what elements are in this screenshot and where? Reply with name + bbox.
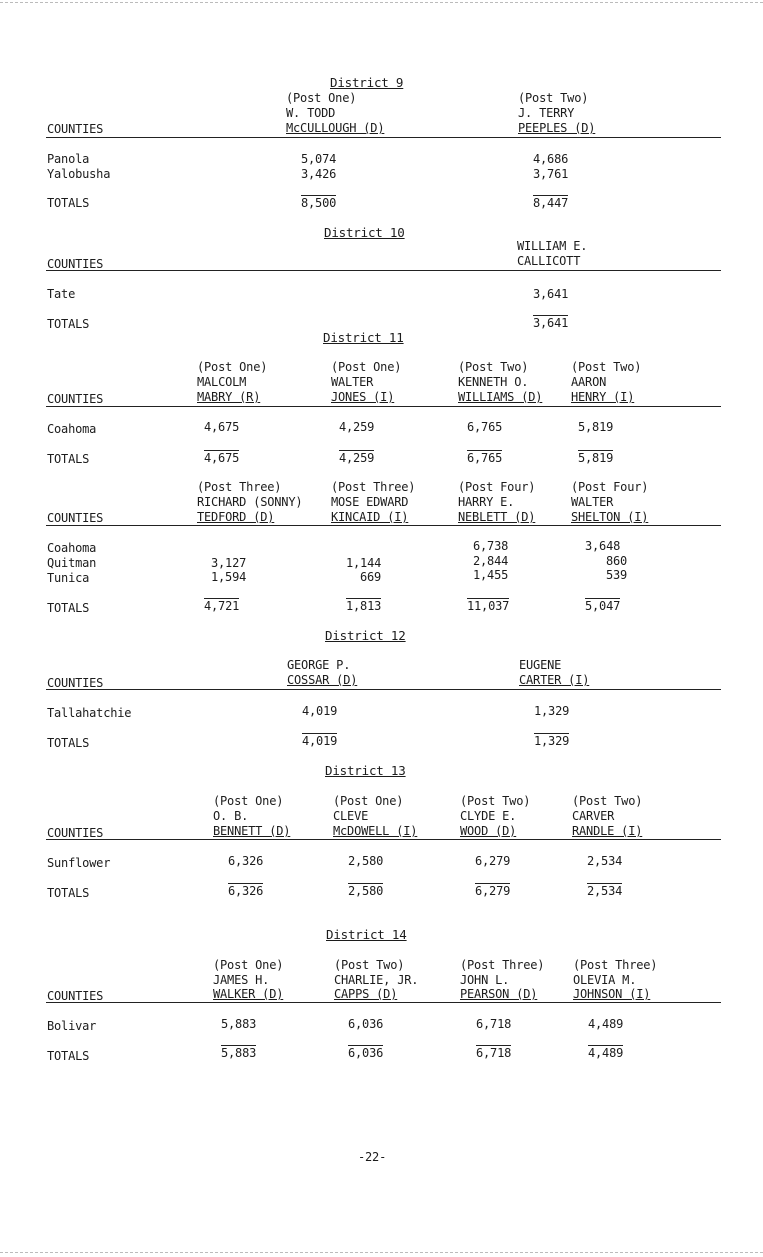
d12-candidate-1-name: GEORGE P. [287, 658, 351, 672]
d13-candidate-1-name: O. B. [213, 809, 249, 823]
d11b-candidate-4-post: (Post Four) [571, 480, 649, 494]
district-13-title: District 13 [325, 763, 406, 778]
d13-candidate-4-surname: RANDLE (I) [572, 824, 643, 838]
d11a-candidate-1-surname: MABRY (R) [197, 390, 261, 404]
d12-tallahatchie-votes-1: 4,019 [302, 704, 338, 718]
page-number: -22- [358, 1150, 387, 1164]
d11a-coahoma-votes-2: 4,259 [339, 420, 375, 434]
d10-counties-header: COUNTIES [47, 257, 104, 271]
d13-candidate-3-name: CLYDE E. [460, 809, 517, 823]
d14-candidate-2-name: CHARLIE, JR. [334, 973, 419, 987]
d11a-candidate-4-post: (Post Two) [571, 360, 642, 374]
d9-candidate-1-name: W. TODD [286, 106, 336, 120]
d14-counties-header: COUNTIES [47, 989, 104, 1003]
d11b-candidate-3-name: HARRY E. [458, 495, 515, 509]
d11a-total-3: 6,765 [467, 451, 503, 465]
d14-totals-label: TOTALS [47, 1049, 90, 1063]
d9-total-1: 8,500 [301, 196, 337, 210]
d13-counties-header: COUNTIES [47, 826, 104, 840]
d11b-total-4: 5,047 [585, 599, 621, 613]
d11a-header-rule [46, 406, 721, 407]
d9-yalobusha-votes-1: 3,426 [301, 167, 337, 181]
d14-candidate-4-surname: JOHNSON (I) [573, 987, 651, 1001]
d11b-candidate-4-surname: SHELTON (I) [571, 510, 649, 524]
d14-total-4: 4,489 [588, 1046, 624, 1060]
d12-county-tallahatchie: Tallahatchie [47, 706, 132, 720]
d14-candidate-1-post: (Post One) [213, 958, 284, 972]
d12-counties-header: COUNTIES [47, 676, 104, 690]
d11a-candidate-3-post: (Post Two) [458, 360, 529, 374]
d11b-tunica-votes-2: 669 [360, 570, 382, 584]
d11b-candidate-3-surname: NEBLETT (D) [458, 510, 536, 524]
d9-county-panola: Panola [47, 152, 90, 166]
d11b-candidate-2-post: (Post Three) [331, 480, 416, 494]
d10-header-rule [46, 270, 721, 271]
district-14-title: District 14 [326, 927, 407, 942]
d12-totals-label: TOTALS [47, 736, 90, 750]
d11b-quitman-votes-3: 2,844 [473, 554, 509, 568]
d11a-candidate-3-surname: WILLIAMS (D) [458, 390, 543, 404]
d14-candidate-2-surname: CAPPS (D) [334, 987, 398, 1001]
d11a-total-2: 4,259 [339, 451, 375, 465]
d14-bolivar-votes-2: 6,036 [348, 1017, 384, 1031]
d11b-candidate-1-name: RICHARD (SONNY) [197, 495, 303, 509]
d13-candidate-1-surname: BENNETT (D) [213, 824, 291, 838]
d14-candidate-3-surname: PEARSON (D) [460, 987, 538, 1001]
d10-total-1: 3,641 [533, 316, 569, 330]
d11b-counties-header: COUNTIES [47, 511, 104, 525]
d14-candidate-2-post: (Post Two) [334, 958, 405, 972]
d11b-coahoma-votes-3: 6,738 [473, 539, 509, 553]
d11a-candidate-4-surname: HENRY (I) [571, 390, 635, 404]
d12-candidate-1-surname: COSSAR (D) [287, 673, 358, 687]
d9-total-2: 8,447 [533, 196, 569, 210]
d14-candidate-4-post: (Post Three) [573, 958, 658, 972]
district-12-title: District 12 [325, 628, 406, 643]
d14-header-rule [46, 1002, 721, 1003]
bottom-page-edge [0, 1252, 763, 1253]
d13-total-1: 6,326 [228, 884, 264, 898]
d9-totals-label: TOTALS [47, 196, 90, 210]
d11b-county-quitman: Quitman [47, 556, 97, 570]
d11b-quitman-votes-1: 3,127 [211, 556, 247, 570]
d11b-tunica-votes-4: 539 [606, 568, 628, 582]
d11b-quitman-votes-4: 860 [606, 554, 628, 568]
d11a-totals-label: TOTALS [47, 452, 90, 466]
d11a-coahoma-votes-3: 6,765 [467, 420, 503, 434]
d13-candidate-4-post: (Post Two) [572, 794, 643, 808]
d13-sunflower-votes-4: 2,534 [587, 854, 623, 868]
d14-candidate-4-name: OLEVIA M. [573, 973, 637, 987]
d9-candidate-2-surname: PEEPLES (D) [518, 121, 596, 135]
d9-county-yalobusha: Yalobusha [47, 167, 111, 181]
d10-totals-label: TOTALS [47, 317, 90, 331]
d11b-candidate-2-surname: KINCAID (I) [331, 510, 409, 524]
d11a-coahoma-votes-4: 5,819 [578, 420, 614, 434]
d13-candidate-2-name: CLEVE [333, 809, 369, 823]
d12-tallahatchie-votes-2: 1,329 [534, 704, 570, 718]
d9-candidate-1-post: (Post One) [286, 91, 357, 105]
d11b-county-tunica: Tunica [47, 571, 90, 585]
d11a-candidate-4-name: AARON [571, 375, 607, 389]
d11a-candidate-2-post: (Post One) [331, 360, 402, 374]
d13-total-4: 2,534 [587, 884, 623, 898]
d13-total-2: 2,580 [348, 884, 384, 898]
d13-candidate-2-surname: McDOWELL (I) [333, 824, 418, 838]
d13-candidate-2-post: (Post One) [333, 794, 404, 808]
d13-sunflower-votes-3: 6,279 [475, 854, 511, 868]
d11b-header-rule [46, 525, 721, 526]
d10-county-tate: Tate [47, 287, 76, 301]
d11b-total-3: 11,037 [467, 599, 510, 613]
d9-panola-votes-1: 5,074 [301, 152, 337, 166]
d13-totals-label: TOTALS [47, 886, 90, 900]
d9-candidate-1-surname: McCULLOUGH (D) [286, 121, 385, 135]
d14-total-1: 5,883 [221, 1046, 257, 1060]
d12-total-1: 4,019 [302, 734, 338, 748]
district-10-title: District 10 [324, 225, 405, 240]
d9-candidate-2-post: (Post Two) [518, 91, 589, 105]
d11a-county-coahoma: Coahoma [47, 422, 97, 436]
d10-tate-votes-1: 3,641 [533, 287, 569, 301]
d11b-total-1: 4,721 [204, 599, 240, 613]
d11b-candidate-1-surname: TEDFORD (D) [197, 510, 275, 524]
d11b-coahoma-votes-4: 3,648 [585, 539, 621, 553]
d11b-totals-label: TOTALS [47, 601, 90, 615]
d14-candidate-1-surname: WALKER (D) [213, 987, 284, 1001]
d11a-counties-header: COUNTIES [47, 392, 104, 406]
d9-yalobusha-votes-2: 3,761 [533, 167, 569, 181]
d14-bolivar-votes-3: 6,718 [476, 1017, 512, 1031]
d13-candidate-3-post: (Post Two) [460, 794, 531, 808]
d11a-candidate-2-name: WALTER [331, 375, 374, 389]
d9-header-rule [46, 137, 721, 138]
d11a-candidate-1-post: (Post One) [197, 360, 268, 374]
d12-total-2: 1,329 [534, 734, 570, 748]
d9-panola-votes-2: 4,686 [533, 152, 569, 166]
d11a-candidate-3-name: KENNETH O. [458, 375, 529, 389]
d13-sunflower-votes-2: 2,580 [348, 854, 384, 868]
d11b-tunica-votes-3: 1,455 [473, 568, 509, 582]
district-11-title: District 11 [323, 330, 404, 345]
d14-candidate-1-name: JAMES H. [213, 973, 270, 987]
d11a-coahoma-votes-1: 4,675 [204, 420, 240, 434]
d11a-candidate-1-name: MALCOLM [197, 375, 247, 389]
d11b-total-2: 1,813 [346, 599, 382, 613]
district-9-title: District 9 [330, 75, 404, 90]
d12-candidate-2-name: EUGENE [519, 658, 562, 672]
d13-sunflower-votes-1: 6,326 [228, 854, 264, 868]
d13-total-3: 6,279 [475, 884, 511, 898]
d14-bolivar-votes-1: 5,883 [221, 1017, 257, 1031]
d12-candidate-2-surname: CARTER (I) [519, 673, 590, 687]
d14-candidate-3-name: JOHN L. [460, 973, 510, 987]
d13-candidate-1-post: (Post One) [213, 794, 284, 808]
d11b-county-coahoma: Coahoma [47, 541, 97, 555]
d9-candidate-2-name: J. TERRY [518, 106, 575, 120]
top-page-edge [0, 2, 763, 3]
d11b-tunica-votes-1: 1,594 [211, 570, 247, 584]
d11b-candidate-1-post: (Post Three) [197, 480, 282, 494]
d11b-candidate-2-name: MOSE EDWARD [331, 495, 409, 509]
d11b-quitman-votes-2: 1,144 [346, 556, 382, 570]
d14-bolivar-votes-4: 4,489 [588, 1017, 624, 1031]
d11b-candidate-3-post: (Post Four) [458, 480, 536, 494]
d14-county-bolivar: Bolivar [47, 1019, 97, 1033]
d11b-candidate-4-name: WALTER [571, 495, 614, 509]
d11a-total-4: 5,819 [578, 451, 614, 465]
d11a-total-1: 4,675 [204, 451, 240, 465]
d13-candidate-4-name: CARVER [572, 809, 615, 823]
d14-candidate-3-post: (Post Three) [460, 958, 545, 972]
d14-total-2: 6,036 [348, 1046, 384, 1060]
d12-header-rule [46, 689, 721, 690]
d13-candidate-3-surname: WOOD (D) [460, 824, 517, 838]
d9-counties-header: COUNTIES [47, 122, 104, 136]
d11a-candidate-2-surname: JONES (I) [331, 390, 395, 404]
d10-candidate-1-name: WILLIAM E. [517, 239, 588, 253]
d13-header-rule [46, 839, 721, 840]
d10-candidate-1-surname: CALLICOTT [517, 254, 581, 268]
d13-county-sunflower: Sunflower [47, 856, 111, 870]
d14-total-3: 6,718 [476, 1046, 512, 1060]
